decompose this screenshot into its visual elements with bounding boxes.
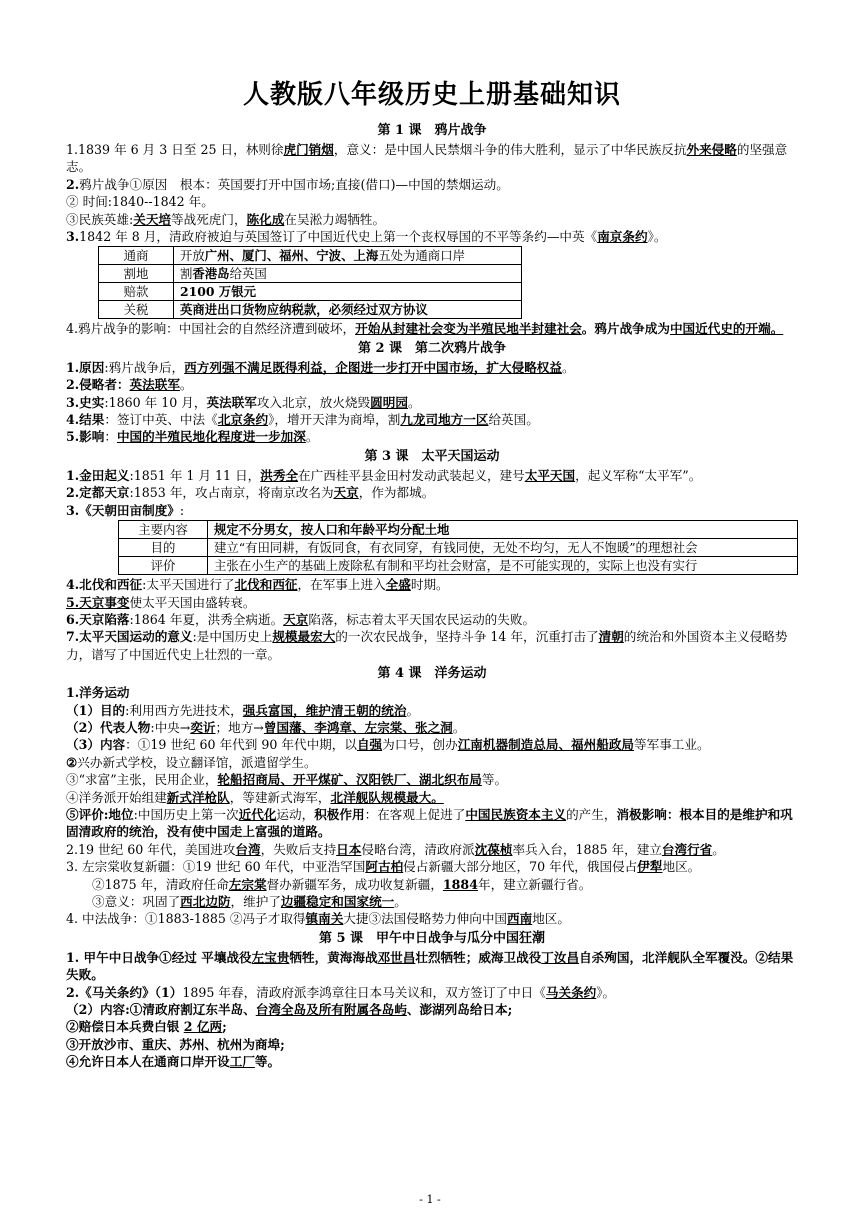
- paragraph: 4.鸦片战争的影响：中国社会的自然经济遭到破坏，开始从封建社会变为半殖民地半封建社会。鸦片战争成为中国近代史的开端。: [66, 321, 784, 337]
- paragraph: （3）内容：①19 世纪 60 年代到 90 年代中期，以自强为口号，创办江南机器制造总局、福州船政局等军事工业。: [66, 737, 710, 753]
- paragraph: ③意义：巩固了西北边防，维护了边疆稳定和国家统一。: [92, 894, 407, 909]
- paragraph: （2）代表人物:中央→奕䜣；地方→曾国藩、李鸿章、左宗棠、张之洞。: [66, 719, 466, 735]
- lesson-4-heading: 第 4 课 洋务运动: [377, 666, 487, 682]
- nanjing-treaty-table: [98, 246, 522, 319]
- table-row: 评价 主张在小生产的基础上废除私有制和平均社会财富，是不可能实现的，实际上也没有实行: [119, 557, 798, 575]
- paragraph: ⑤评价:地位:中国历史上第一次近代化运动，积极作用：在客观上促进了中国民族资本主义的产生，消极影响：根本目的是维护和巩固清政府的统治，没有使中国走上富强的道路。: [66, 806, 793, 840]
- table-row: 割地 割香港岛给英国: [99, 265, 522, 283]
- paragraph: 4. 中法战争：①1883-1885 ②冯子才取得镇南关大捷③法国侵略势力伸向中国西南地区。: [66, 911, 570, 927]
- paragraph: 2.《马关条约》（1）1895 年春，清政府派李鸿章往日本马关议和，双方签订了中日《马关条约》。: [66, 984, 616, 1000]
- lesson-1-heading: 第 1 课 鸦片战争: [377, 123, 487, 138]
- paragraph: 6.天京陷落:1864 年夏，洪秀全病逝。天京陷落，标志着太平天国农民运动的失败。: [66, 611, 536, 627]
- paragraph: （2）内容:①清政府割辽东半岛、台湾全岛及所有附属各岛屿、澎湖列岛给日本;: [66, 1002, 513, 1018]
- document-page: [66, 78, 798, 1071]
- paragraph: 1.洋务运动: [66, 685, 130, 701]
- paragraph: ③开放沙市、重庆、苏州、杭州为商埠;: [66, 1036, 285, 1052]
- paragraph: 5.天京事变使太平天国由盛转衰。: [66, 594, 256, 610]
- paragraph: 1.原因:鸦片战争后，西方列强不满足既得利益，企图进一步打开中国市场，扩大侵略权益。: [66, 359, 575, 375]
- lesson-5-heading: 第 5 课 甲午中日战争与瓜分中国狂潮: [318, 930, 546, 946]
- paragraph: 2.定都天京:1853 年，攻占南京，将南京改名为天京，作为都城。: [66, 485, 435, 501]
- paragraph: ②赔偿日本兵费白银 2 亿两;: [66, 1019, 227, 1035]
- paragraph: ② 时间:1840--1842 年。: [66, 194, 214, 210]
- paragraph: ③“求富”主张，民用企业，轮船招商局、开平煤矿、汉阳铁厂、湖北织布局等。: [66, 772, 508, 788]
- page-number: - 1 -: [419, 1193, 441, 1206]
- paragraph: ③民族英雄:关天培等战死虎门，陈化成在吴淞力竭牺牲。: [66, 211, 386, 227]
- table-row: 目的 建立“有田同耕，有饭同食，有衣同穿，有钱同使，无处不均匀，无人不饱暖”的理想社会: [119, 539, 798, 557]
- paragraph: （1）目的:利用西方先进技术，强兵富国，维护清王朝的统治。: [66, 702, 420, 718]
- paragraph: 3. 左宗棠收复新疆：①19 世纪 60 年代，中亚浩罕国阿古柏侵占新疆大部分地区，70 年代，俄国侵占伊犁地区。: [66, 859, 701, 875]
- table-row: 关税 英商进出口货物应纳税款，必须经过双方协议: [99, 301, 522, 319]
- paragraph: 3.1842 年 8 月，清政府被迫与英国签订了中国近代史上第一个丧权辱国的不平等条约—中英《南京条约》。: [66, 229, 667, 245]
- table-row: 主要内容 规定不分男女，按人口和年龄平均分配土地: [119, 521, 798, 539]
- paragraph: 2.鸦片战争①原因 根本：英国要打开中国市场;直接(借口)—中国的禁烟运动。: [66, 176, 509, 192]
- paragraph: ④允许日本人在通商口岸开设工厂等。: [66, 1054, 281, 1070]
- paragraph: ②1875 年，清政府任命左宗棠督办新疆军务，成功收复新疆，1884年，建立新疆行省。: [92, 876, 592, 892]
- table-row: 赔款 2100 万银元: [99, 283, 522, 301]
- table-row: 通商 开放广州、厦门、福州、宁波、上海五处为通商口岸: [99, 247, 522, 265]
- paragraph: 3.《天朝田亩制度》:: [66, 502, 185, 518]
- document-title: 人教版八年级历史上册基础知识: [242, 80, 621, 110]
- paragraph: 4.结果：签订中英、中法《北京条约》，增开天津为商埠，割九龙司地方一区给英国。: [66, 412, 539, 428]
- paragraph: 5.影响：中国的半殖民地化程度进一步加深。: [66, 429, 319, 445]
- paragraph: 1. 甲午中日战争①经过 平壤战役左宝贵牺牲，黄海海战邓世昌壮烈牺牲；威海卫战役丁汝昌自杀殉国，北洋舰队全军覆没。②结果失败。: [66, 949, 794, 983]
- paragraph: 2.侵略者：英法联军。: [66, 377, 193, 393]
- paragraph: 2.19 世纪 60 年代，美国进攻台湾，失败后支持日本侵略台湾，清政府派沈葆桢率兵入台，1885 年，建立台湾行省。: [66, 841, 725, 857]
- paragraph: ④洋务派开始组建新式洋枪队，等建新式海军，北洋舰队规模最大。: [66, 789, 444, 805]
- paragraph: 3.史实:1860 年 10 月，英法联军攻入北京，放火烧毁圆明园。: [66, 394, 421, 410]
- paragraph: 1.金田起义:1851 年 1 月 11 日，洪秀全在广西桂平县金田村发动武装起义，建号太平天国，起义军称“太平军”。: [66, 467, 702, 483]
- paragraph: 7.太平天国运动的意义:是中国历史上规模最宏大的一次农民战争，坚持斗争 14 年，沉重打击了清朝的统治和外国资本主义侵略势力，谱写了中国近代史上壮烈的一章。: [66, 629, 788, 662]
- lesson-2-heading: 第 2 课 第二次鸦片战争: [357, 340, 507, 356]
- paragraph: 1.1839 年 6 月 3 日至 25 日，林则徐虎门销烟，意义：是中国人民禁烟斗争的伟大胜利，显示了中华民族反抗外来侵略的坚强意志。: [66, 142, 788, 175]
- land-system-table: [118, 520, 798, 575]
- lesson-3-heading: 第 3 课 太平天国运动: [364, 448, 500, 464]
- paragraph: 4.北伐和西征:太平天国进行了北伐和西征，在军事上进入全盛时期。: [66, 577, 449, 593]
- paragraph: ②兴办新式学校，设立翻译馆，派遣留学生。: [66, 754, 317, 770]
